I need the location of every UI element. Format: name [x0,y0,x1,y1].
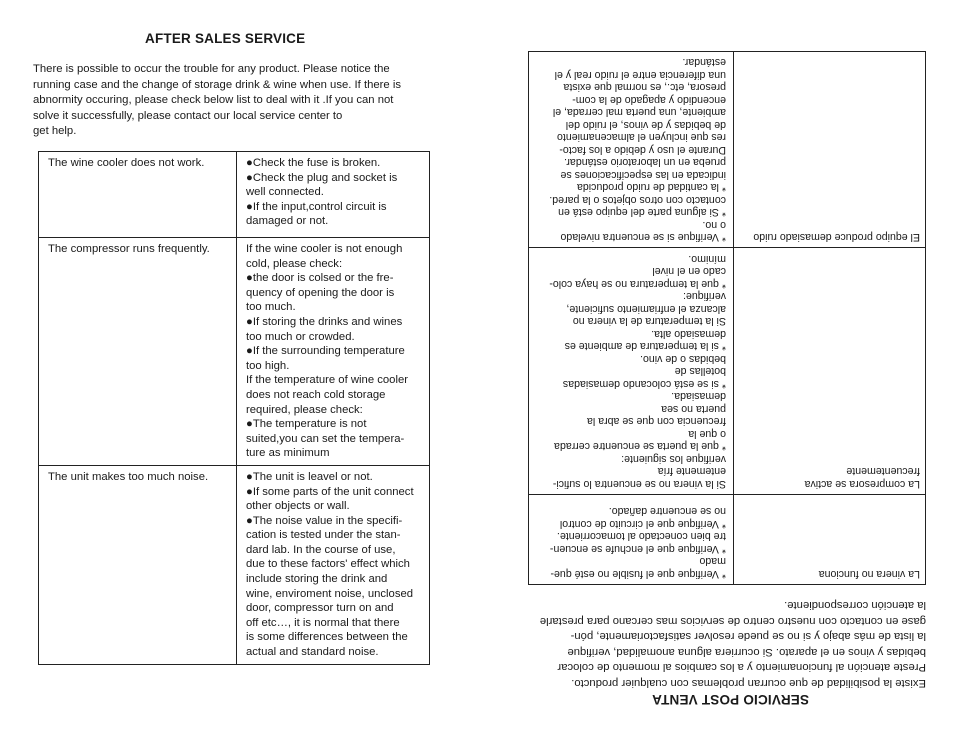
solution-cell [529,495,734,585]
spanish-title: SERVICIO POST VENTA [651,692,809,707]
text-line: damaged or not. [246,215,329,228]
spanish-intro [522,597,926,690]
problem-cell: La vinera no funciona [734,495,926,585]
text-line: If the wine cooler is not enough [246,243,403,255]
text-line: o no. [702,219,726,231]
text-line: off etc…, it is normal that there [246,616,400,629]
text-line: ture as minimum [246,447,330,460]
text-line: bebidas y vinos en el aparato. Si ocurriera alguna anomalidad, verifique [567,646,926,658]
text-line: wine, enviroment noise, unclosed [246,587,414,600]
text-line: * Verifique que el enchufe se encuen- [549,543,726,555]
text-line: solve it successfully, please contact our local service center to [33,109,343,122]
text-line: ●The temperature is not [246,418,367,431]
problem-cell: The compressor runs frequently. [39,238,237,466]
text-line: entemente fría [657,465,726,478]
text-line: * que la puerta se encuentre cerrada [554,440,726,453]
text-line: contacto con otros objetos o la pared. [549,194,726,206]
text-line: cation is tested under the stan- [246,529,401,542]
text-line: una diferencia entre el ruido real y el [554,69,726,81]
text-line: ●If the input,control circuit is [246,200,387,213]
text-line: There is possible to occur the trouble for any product. Please notice the [33,63,390,75]
spanish-troubleshooting-table [528,51,926,585]
text-line: prueba en un laboratorio estándar. [564,156,726,169]
text-line: ●the door is colsed or the fre- [246,272,394,285]
text-line: cold, please check: [246,257,343,270]
text-line: quency of opening the door is [246,286,395,299]
text-line: too much or crowded. [246,330,355,343]
solution-cell [529,248,734,495]
text-line: botellas de [674,365,726,378]
text-line: demasiada. [671,390,726,403]
text-line: * Verifique que el circuito de control [559,518,726,530]
text-line: verifique los siguiente: [621,453,726,465]
text-line: mínimo. [688,253,726,265]
text-line: alcanza el enfriamiento suficiente, [566,303,726,315]
text-line: la lista de más abajo y si no se puede resolver satisfactoriamente, pón- [570,630,926,643]
text-line: well connected. [246,186,324,199]
text-line: door, compressor turn on and [246,602,394,615]
text-line: * si se está colocando demasiadas [562,378,726,390]
text-line: cado en el nivel [652,265,726,278]
text-line: * Si alguna parte del equipo está en [558,206,726,219]
text-line: gase en contacto con nuestro centro de servicios mas cercano para prestarle [539,615,926,627]
text-line: too much. [246,301,296,314]
text-line: * que la temperatura no se haya colo- [549,278,726,290]
text-line: required, please check: [246,403,363,416]
text-line: * la cantidad de ruido producida [576,181,726,194]
text-line: puerta no sea [661,403,726,415]
text-line: include storing the drink and [246,573,388,586]
text-line: ●If some parts of the unit connect [246,485,414,498]
text-line: running case and the change of storage drink & wine when use. If there is [33,78,402,91]
text-line: de bebidas y de vinos, el ruido del [565,119,726,131]
text-line: dard lab. In the course of use, [246,543,396,556]
text-line: o que la [688,428,726,440]
problem-cell: The wine cooler does not work. [39,152,237,238]
text-line: If the temperature of wine cooler [246,374,409,387]
text-line: presora, etc., es normal que exista [563,81,726,94]
text-line: abnormity occuring, please check below list to deal with it .If you can not [33,94,394,106]
text-line: * si la temperatura de ambiente es [564,340,726,353]
text-line: too high. [246,359,290,372]
text-line: la atención correspondiente. [784,599,926,612]
table-row [529,52,926,249]
problem-cell: El equipo produce demasiado ruido [734,52,926,249]
text-line: ●The noise value in the specifi- [246,514,403,527]
text-line: Si la temperatura de la vinera no [572,315,726,328]
table-row [529,248,926,495]
text-line: other objects or wall. [246,500,350,513]
text-line: * Verifique si se encuentra nivelado [560,231,726,244]
text-line: res que incluyen el almacenamiento [556,131,726,144]
text-line: Existe la posibilidad de que ocurran problemas con cualquier producto. [571,677,926,689]
text-line: ●Check the fuse is broken. [246,157,381,169]
text-line: estándar. [682,56,726,69]
text-line: Preste atención al funcionamiento y a los cambios al momento de colocar [557,661,926,674]
text-line: Durante el uso y debido a los facto- [559,144,726,156]
solution-cell [529,52,734,249]
text-line: ●If the surrounding temperature [246,345,405,358]
problem-cell: The unit makes too much noise. [39,465,237,664]
text-line: ●Check the plug and socket is [246,171,398,184]
text-line: tre bien conectado al tomacorriente. [556,530,726,543]
text-line: actual and standard noise. [246,646,379,659]
text-line: mado [699,555,726,568]
text-line: frecuencia con que se abra la [587,415,726,428]
text-line: ambiente, una puerta mal cerrada, el [552,106,726,119]
text-line: verifique: [683,290,726,303]
text-line: demasiado alta. [651,328,726,340]
text-line: get help. [33,125,77,137]
table-row [529,495,926,585]
text-line: is some differences between the [246,631,408,644]
text-line: does not reach cold storage [246,388,386,401]
text-line: indicada en las especificaciones se [560,169,726,181]
english-title: AFTER SALES SERVICE [145,31,306,46]
text-line: * Verifique que el fusible no esté que- [550,568,726,580]
text-line: ●The unit is leavel or not. [246,470,373,483]
problem-cell: La compresora se activa frecuentemente [734,248,926,495]
text-line: bebidas o de vino. [640,353,726,365]
text-line: ●If storing the drinks and wines [246,315,403,328]
text-line: Si la vinera no se encuentra lo sufici- [552,478,726,490]
text-line: no se encuentre dañado. [608,505,726,518]
text-line: encendido y apagado de la com- [572,94,726,106]
text-line: suited,you can set the tempera- [246,432,405,445]
text-line: due to these factors' effect which [246,558,410,571]
